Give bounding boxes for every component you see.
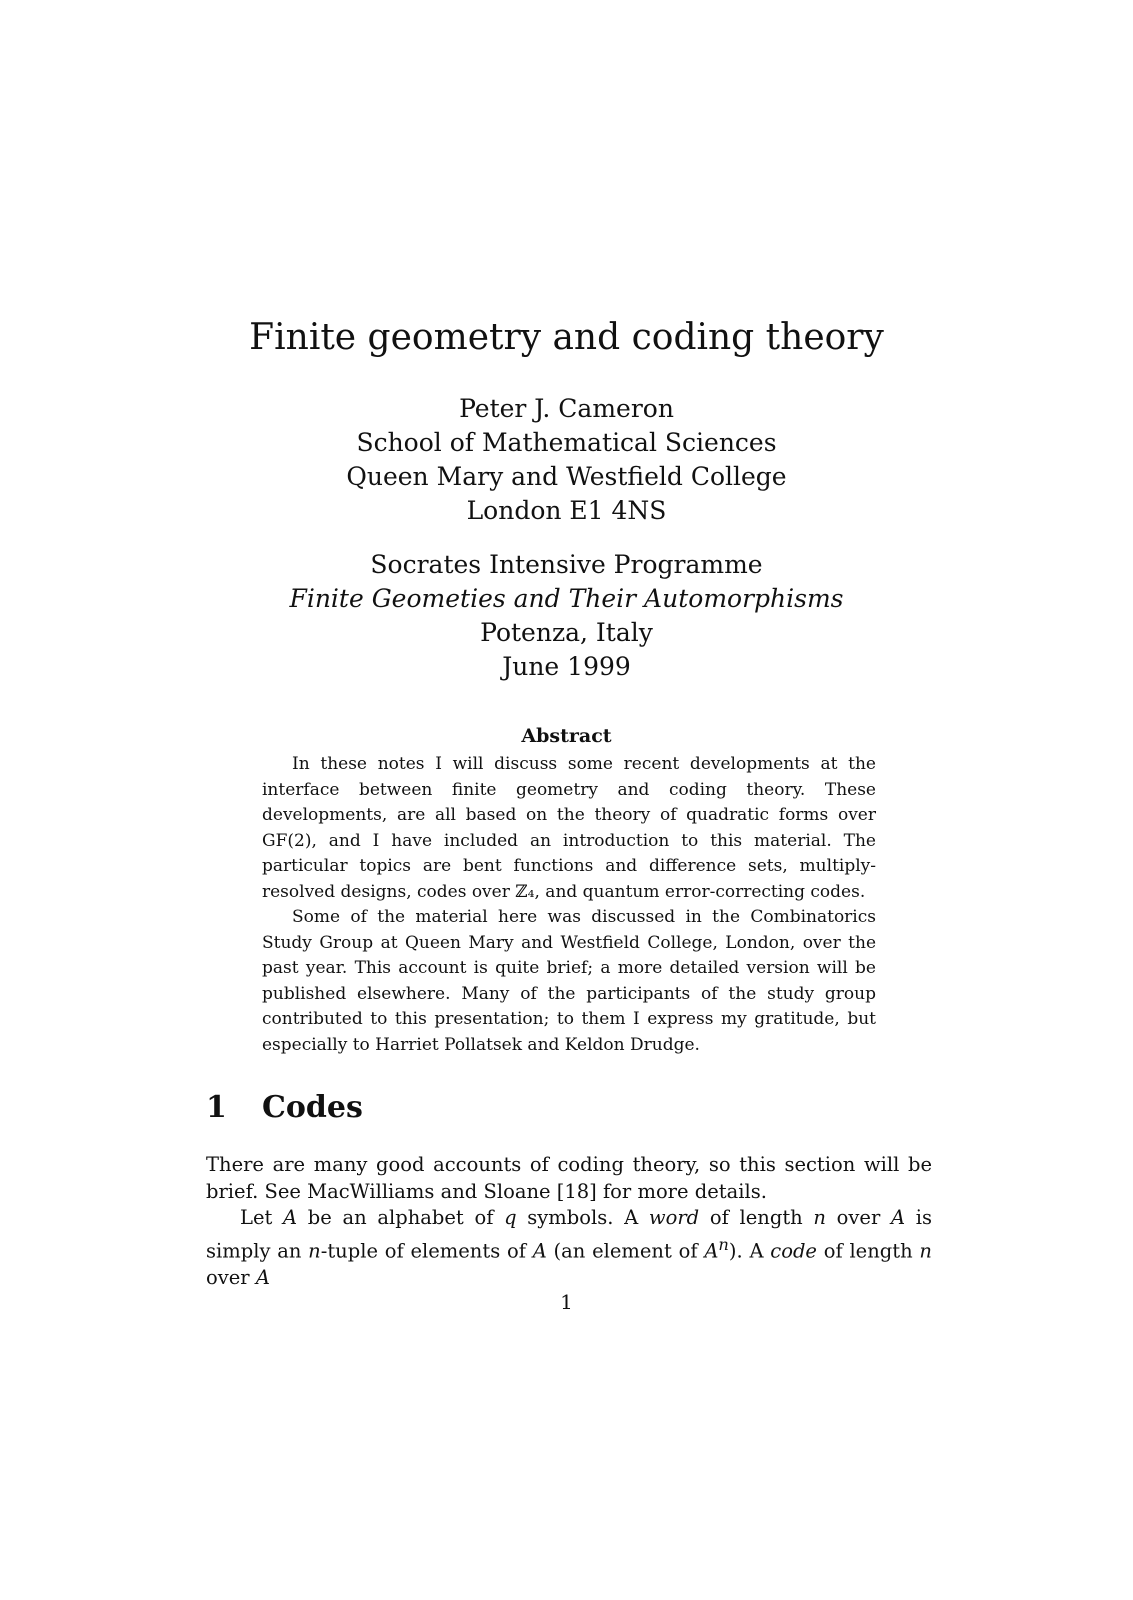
abstract-heading: Abstract bbox=[521, 725, 612, 747]
author-department: School of Mathematical Sciences bbox=[356, 428, 777, 457]
abstract-paragraph-1: In these notes I will discuss some recent developments at the interface between finite geometry and coding theory. These developments, are all based on the theory of quadratic forms over GF(2), and I have included an introduction to this material. The particular topics are bent functions and difference sets, multiply-resolved designs, codes over ℤ₄, and quantum error-correcting codes. bbox=[262, 754, 876, 902]
body-paragraph-2: Let A be an alphabet of q symbols. A word of length n over A is simply an n-tuple of elements of A (an element of $A^n$). A code of length n over A bbox=[206, 1206, 932, 1289]
abstract-paragraph-2: Some of the material here was discussed in the Combinatorics Study Group at Queen Mary and Westfield College, London, over the past year. This account is quite brief; a more detailed version will be published elsewhere. Many of the participants of the study group contributed to this presentation; to them I express my gratitude, but especially to Harriet Pollatsek and Keldon Drudge. bbox=[262, 907, 876, 1055]
event-block bbox=[0, 548, 1133, 684]
author-block bbox=[0, 392, 1133, 528]
author-address: London E1 4NS bbox=[466, 496, 667, 525]
event-location: Potenza, Italy bbox=[480, 618, 653, 647]
section-title: Codes bbox=[262, 1090, 363, 1125]
author-name: Peter J. Cameron bbox=[459, 394, 674, 423]
event-date: June 1999 bbox=[502, 652, 631, 681]
abstract-body bbox=[262, 752, 876, 1058]
body-paragraph-1: There are many good accounts of coding theory, so this section will be brief. See MacWilliams and Sloane [18] for more details. bbox=[206, 1153, 932, 1203]
event-course-title: Finite Geometies and Their Automorphisms bbox=[289, 584, 844, 613]
page-number: 1 bbox=[560, 1290, 573, 1314]
section-number: 1 bbox=[206, 1090, 227, 1125]
z4-ring-symbol: ℤ₄ bbox=[515, 881, 535, 902]
section-heading bbox=[206, 1088, 363, 1128]
event-programme: Socrates Intensive Programme bbox=[370, 550, 763, 579]
paper-title: Finite geometry and coding theory bbox=[249, 317, 884, 358]
author-institution: Queen Mary and Westfield College bbox=[346, 462, 787, 491]
section-body bbox=[206, 1152, 932, 1291]
